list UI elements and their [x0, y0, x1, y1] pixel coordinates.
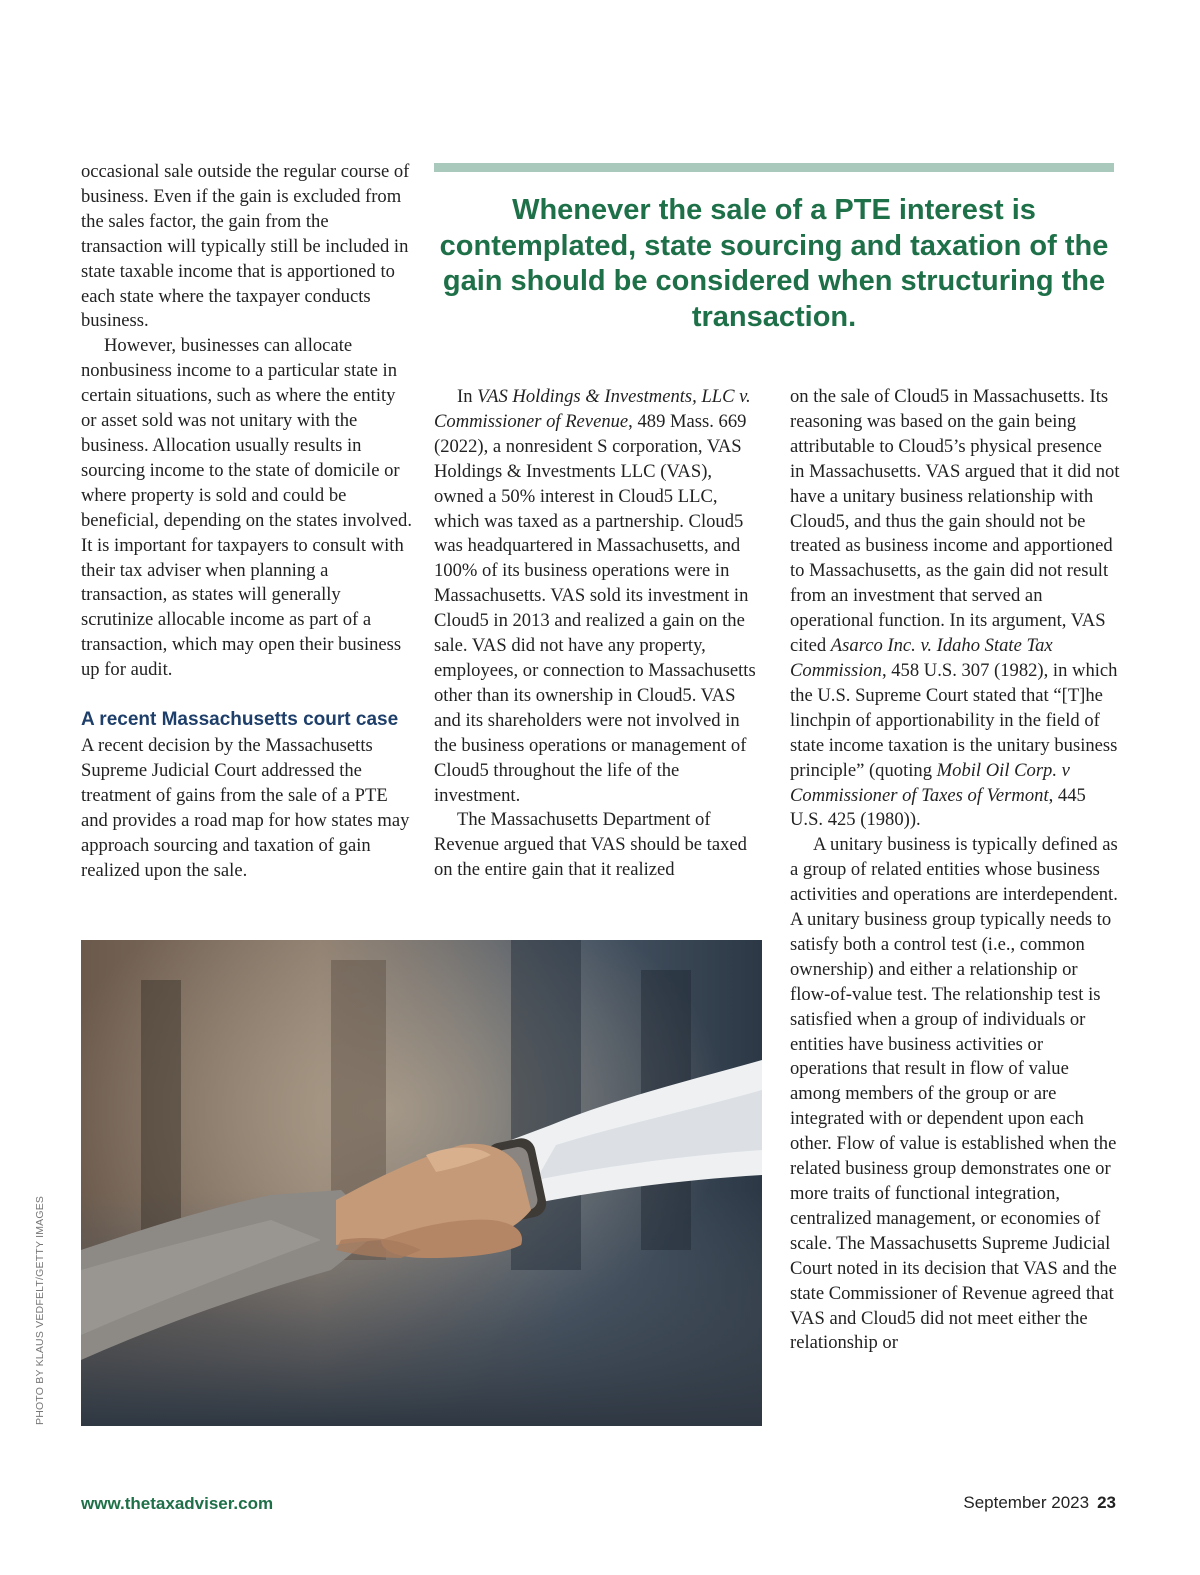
- text-column-left: [81, 160, 413, 883]
- pull-quote-rule: [434, 163, 1114, 172]
- paragraph: A recent decision by the Massachusetts Supreme Judicial Court addressed the treatment of gains from the sale of a PTE and provides a road map for how states may approach sourcing and taxation of gain realized upon the sale.: [81, 735, 410, 881]
- paragraph: In VAS Holdings & Investments, LLC v. Commissioner of Revenue, 489 Mass. 669 (2022), a nonresident S corporation, VAS Holdings & Investments LLC (VAS), owned a 50% interest in Cloud5 LLC, which was taxed as a partnership. Cloud5 was headquartered in Massachusetts, and 100% of its business operations were in Massachusetts. VAS sold its investment in Cloud5 in 2013 and realized a gain on the sale. VAS did not have any property, employees, or connection to Massachusetts other than its ownership in Cloud5. VAS and its shareholders were not involved in the business operations or management of Cloud5 throughout the life of the investment.: [434, 386, 756, 806]
- paragraph: The Massachusetts Department of Revenue argued that VAS should be taxed on the entire gain that it realized: [434, 809, 747, 881]
- paragraph: However, businesses can allocate nonbusiness income to a particular state in certain situations, such as where the entity or asset sold was not unitary with the business. Allocation usually results in sourcing income to the state of domicile or where property is sold and could be beneficial, depending on the states involved. It is important for taxpayers to consult with their tax adviser when planning a transaction, as states will generally scrutinize allocable income as part of a transaction, which may open their business up for audit.: [81, 335, 412, 681]
- case-citation: VAS Holdings & Investments, LLC v. Commissioner of Revenue: [434, 386, 751, 432]
- issue-date: September 2023: [963, 1493, 1090, 1512]
- text-column-right: [790, 385, 1120, 1356]
- photo-credit: PHOTO BY KLAUS VEDFELT/GETTY IMAGES: [34, 1195, 46, 1425]
- section-subhead: A recent Massachusetts court case: [81, 709, 399, 731]
- handshake-illustration: [81, 940, 762, 1426]
- paragraph: on the sale of Cloud5 in Massachusetts. Its reasoning was based on the gain being attributable to Cloud5’s physical presence in Massachusetts. VAS argued that it did not have a unitary business relationship with Cloud5, and thus the gain should not be treated as business income and apportioned to Massachusetts, as the gain did not result from an investment that served an operational function. In its argument, VAS cited Asarco Inc. v. Idaho State Tax Commission, 458 U.S. 307 (1982), in which the U.S. Supreme Court stated that “[T]he linchpin of apportionability in the field of state income taxation is the unitary business principle” (quoting Mobil Oil Corp. v Commissioner of Taxes of Vermont, 445 U.S. 425 (1980)).: [790, 386, 1120, 831]
- paragraph: occasional sale outside the regular course of business. Even if the gain is excluded from the sales factor, the gain from the transaction will typically still be included in state taxable income that is apportioned to each state where the taxpayer conducts business.: [81, 161, 410, 332]
- text-column-middle: [434, 385, 766, 883]
- case-citation: Asarco Inc. v. Idaho State Tax Commission: [790, 635, 1053, 681]
- handshake-photo: [81, 940, 762, 1426]
- pull-quote: Whenever the sale of a PTE interest is contemplated, state sourcing and taxation of the gain should be considered when structuring the transaction.: [439, 194, 1109, 333]
- case-citation: Mobil Oil Corp. v Commissioner of Taxes of Vermont: [790, 759, 1070, 806]
- footer-issue: [963, 1493, 1116, 1513]
- footer-website: www.thetaxadviser.com: [81, 1494, 274, 1513]
- page-number: 23: [1097, 1493, 1116, 1512]
- paragraph: A unitary business is typically defined as a group of related entities whose business activities and operations are interdependent. A unitary business group typically needs to satisfy both a control test (i.e., common ownership) and either a relationship or flow-of-value test. The relationship test is satisfied when a group of individuals or entities have business activities or operations that result in flow of value among members of the group or are integrated with or dependent upon each other. Flow of value is established when the related business group demonstrates one or more traits of functional integration, centralized management, or economies of scale. The Massachusetts Supreme Judicial Court noted in its decision that VAS and the state Commissioner of Revenue agreed that VAS and Cloud5 did not meet either the relationship or: [790, 834, 1118, 1354]
